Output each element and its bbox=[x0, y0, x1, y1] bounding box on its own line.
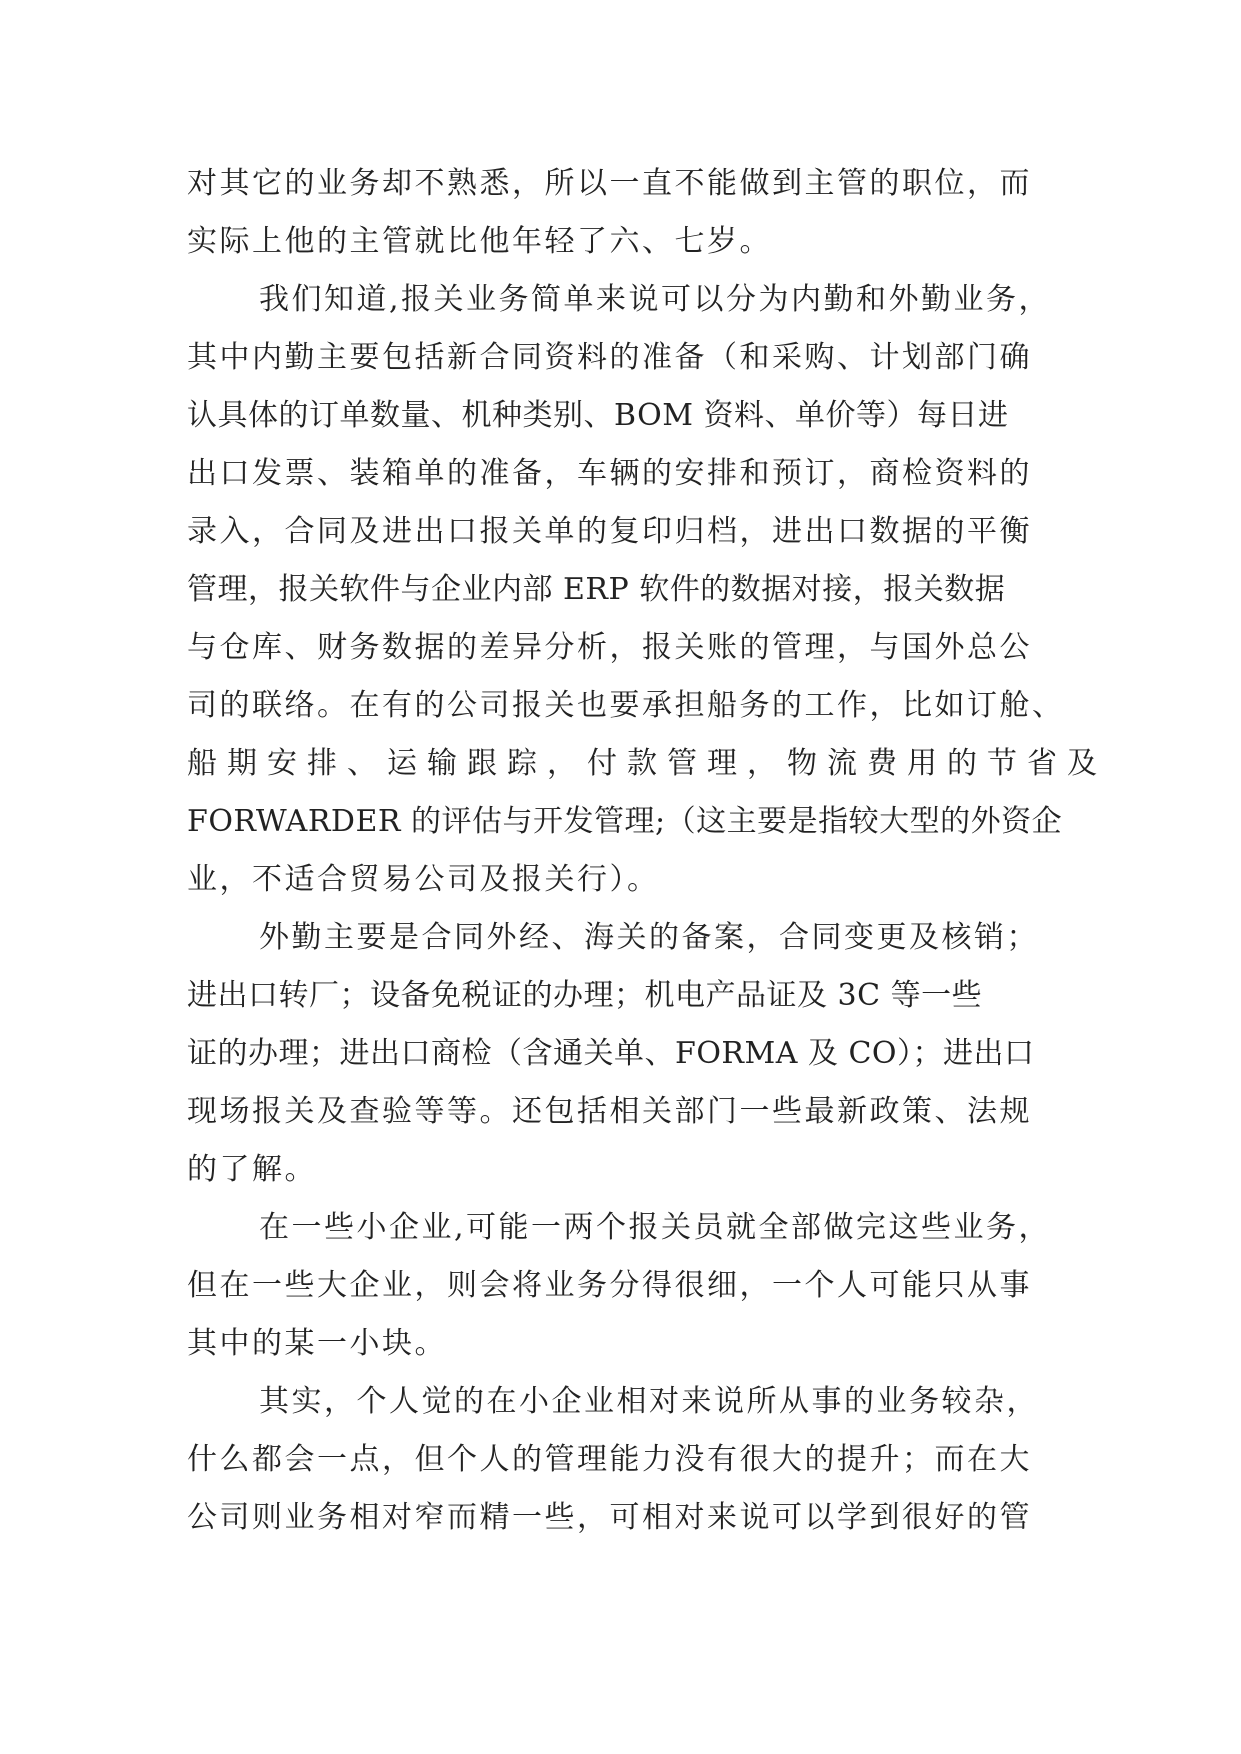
text-line: 司的联络。在有的公司报关也要承担船务的工作，比如订舱、 bbox=[187, 688, 1065, 723]
text-line: 其中的某一小块。 bbox=[187, 1326, 447, 1361]
paragraph-2 bbox=[187, 271, 1107, 909]
text-line: 与仓库、财务数据的差异分析，报关账的管理，与国外总公 bbox=[187, 630, 1032, 665]
text-line: 外勤主要是合同外经、海关的备案，合同变更及核销； bbox=[259, 920, 1039, 955]
text-line: FORWARDER 的评估与开发管理;（这主要是指较大型的外资企 bbox=[187, 804, 1063, 839]
text-line: 什么都会一点，但个人的管理能力没有很大的提升；而在大 bbox=[187, 1442, 1032, 1477]
text-line: 管理，报关软件与企业内部 ERP 软件的数据对接，报关数据 bbox=[187, 572, 1006, 607]
text-line: 其实，个人觉的在小企业相对来说所从事的业务较杂， bbox=[259, 1384, 1039, 1419]
text-line: 证的办理；进出口商检（含通关单、FORMA 及 CO）；进出口 bbox=[187, 1036, 1035, 1071]
text-line: 现场报关及查验等等。还包括相关部门一些最新政策、法规 bbox=[187, 1094, 1032, 1129]
text-line: 公司则业务相对窄而精一些，可相对来说可以学到很好的管 bbox=[187, 1500, 1032, 1535]
body-text bbox=[187, 155, 1107, 1547]
text-line: 实际上他的主管就比他年轻了六、七岁。 bbox=[187, 224, 772, 259]
text-line: 的了解。 bbox=[187, 1152, 317, 1187]
text-line: 船期安排、运输跟踪，付款管理，物流费用的节省及 bbox=[187, 746, 1107, 781]
text-line: 进出口转厂；设备免税证的办理；机电产品证及 3C 等一些 bbox=[187, 978, 983, 1013]
text-line: 其中内勤主要包括新合同资料的准备（和采购、计划部门确 bbox=[187, 340, 1032, 375]
text-line: 出口发票、装箱单的准备，车辆的安排和预订，商检资料的 bbox=[187, 456, 1032, 491]
text-line: 我们知道,报关业务简单来说可以分为内勤和外勤业务， bbox=[259, 282, 1052, 317]
paragraph-3 bbox=[187, 909, 1067, 1199]
text-line: 但在一些大企业，则会将业务分得很细，一个人可能只从事 bbox=[187, 1268, 1032, 1303]
paragraph-4 bbox=[187, 1199, 1067, 1373]
paragraph-1 bbox=[187, 155, 1067, 271]
text-line: 业，不适合贸易公司及报关行）。 bbox=[187, 862, 660, 897]
paragraph-5 bbox=[187, 1373, 1067, 1547]
text-line: 在一些小企业,可能一两个报关员就全部做完这些业务， bbox=[259, 1210, 1052, 1245]
text-line: 认具体的订单数量、机种类别、BOM 资料、单价等）每日进 bbox=[187, 398, 1009, 433]
text-line: 对其它的业务却不熟悉，所以一直不能做到主管的职位，而 bbox=[187, 166, 1032, 201]
text-line: 录入，合同及进出口报关单的复印归档，进出口数据的平衡 bbox=[187, 514, 1032, 549]
